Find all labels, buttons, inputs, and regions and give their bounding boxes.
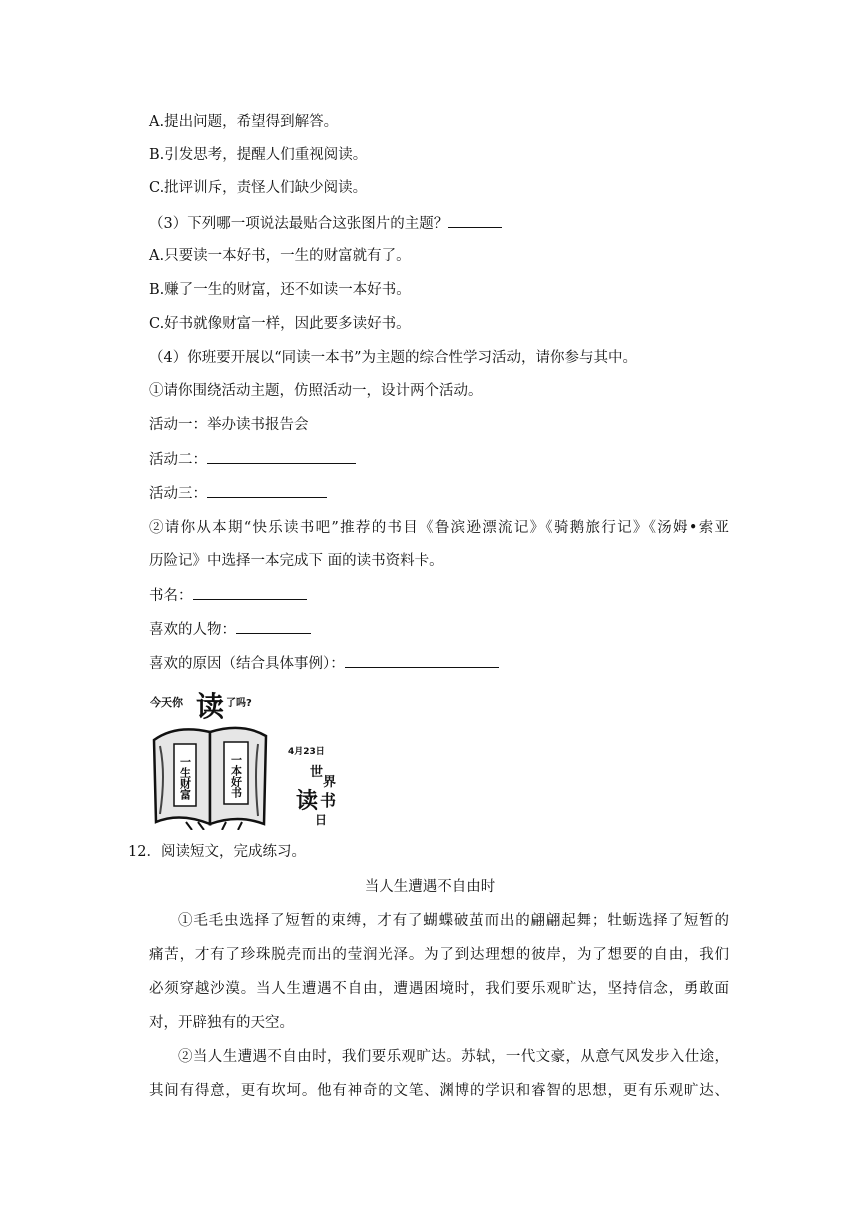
activity3-blank[interactable]	[207, 483, 327, 498]
para2-line1: ②当人生遭遇不自由时，我们要乐观旷达。苏轼，一代文豪，从意气风发步入仕途，	[178, 1049, 729, 1065]
q4-prompt: （4）你班要开展以“同读一本书”为主题的综合性学习活动，请你参与其中。	[149, 350, 638, 366]
poster-headline-small: 今天你	[150, 696, 183, 709]
right-book-text: 一本好书	[229, 754, 243, 798]
poster-day-jie: 界	[323, 775, 337, 790]
q4-activity3	[149, 483, 327, 504]
q4-activity1: 活动一：举办读书报告会	[149, 417, 309, 433]
passage-title: 当人生遭遇不自由时	[364, 879, 496, 895]
q3-answer-blank[interactable]	[448, 213, 502, 228]
left-book-text: 一生财富	[178, 756, 192, 800]
q2-option-a: A.提出问题，希望得到解答。	[149, 114, 339, 130]
q12-header	[128, 842, 306, 862]
book-blank[interactable]	[193, 585, 307, 600]
para1-line4: 对，开辟独有的天空。	[149, 1015, 294, 1031]
q3-option-b: B.赚了一生的财富，还不如读一本好书。	[149, 282, 411, 298]
q2-option-b: B.引发思考，提醒人们重视阅读。	[149, 147, 368, 163]
q4-book-field	[149, 585, 307, 606]
poster-day-shi: 世	[310, 765, 324, 780]
q4-activity2	[149, 449, 356, 470]
q4-part2-line1: ②请你从本期“快乐读书吧”推荐的书目《鲁滨逊漂流记》《骑鹅旅行记》《汤姆•索亚	[149, 520, 729, 536]
q12-instruction: 阅读短文，完成练习。	[160, 844, 306, 860]
reason-label: 喜欢的原因（结合具体事例）：	[149, 656, 345, 672]
character-label: 喜欢的人物：	[149, 622, 236, 638]
poster-headline-end: 了吗?	[226, 698, 252, 709]
activity2-label: 活动二：	[149, 452, 207, 468]
reason-blank[interactable]	[345, 653, 499, 668]
q3-option-a: A.只要读一本好书，一生的财富就有了。	[149, 248, 411, 264]
para1-line3: 必须穿越沙漠。当人生遭遇不自由，遭遇困境时，我们要乐观旷达，坚持信念，勇敢面	[149, 981, 729, 997]
reading-day-poster	[146, 684, 346, 830]
poster-day-du: 读	[296, 789, 319, 814]
poster-headline-big: 读	[196, 690, 225, 723]
activity3-label: 活动三：	[149, 486, 207, 502]
q4-character-field	[149, 619, 311, 640]
para1-line2: 痛苦，才有了珍珠脱壳而出的莹润光泽。为了到达理想的彼岸，为了想要的自由，我们	[149, 947, 729, 963]
q4-reason-field	[149, 653, 499, 674]
q2-option-c: C.批评训斥，责怪人们缺少阅读。	[149, 180, 368, 196]
poster-day-ri: 日	[315, 813, 328, 827]
book-label: 书名：	[149, 588, 193, 604]
open-book-icon	[154, 728, 266, 830]
q4-part1-prompt: ①请你围绕活动主题，仿照活动一，设计两个活动。	[149, 383, 483, 399]
poster-day-shu: 书	[320, 791, 337, 810]
q3-prompt-line	[149, 213, 502, 234]
para2-line2: 其间有得意，更有坎坷。他有神奇的文笔、渊博的学识和睿智的思想，更有乐观旷达、	[149, 1083, 729, 1099]
activity2-blank[interactable]	[207, 449, 356, 464]
q3-prompt: （3）下列哪一项说法最贴合这张图片的主题？	[149, 216, 449, 232]
poster-date: 4月23日	[288, 747, 325, 757]
character-blank[interactable]	[236, 619, 311, 634]
para1-line1: ①毛毛虫选择了短暂的束缚，才有了蝴蝶破茧而出的翩翩起舞；牡蛎选择了短暂的	[178, 913, 729, 929]
q3-option-c: C.好书就像财富一样，因此要多读好书。	[149, 316, 411, 332]
q12-number: 12．	[128, 844, 161, 860]
q4-part2-line2: 历险记》中选择一本完成下 面的读书资料卡。	[149, 553, 444, 569]
